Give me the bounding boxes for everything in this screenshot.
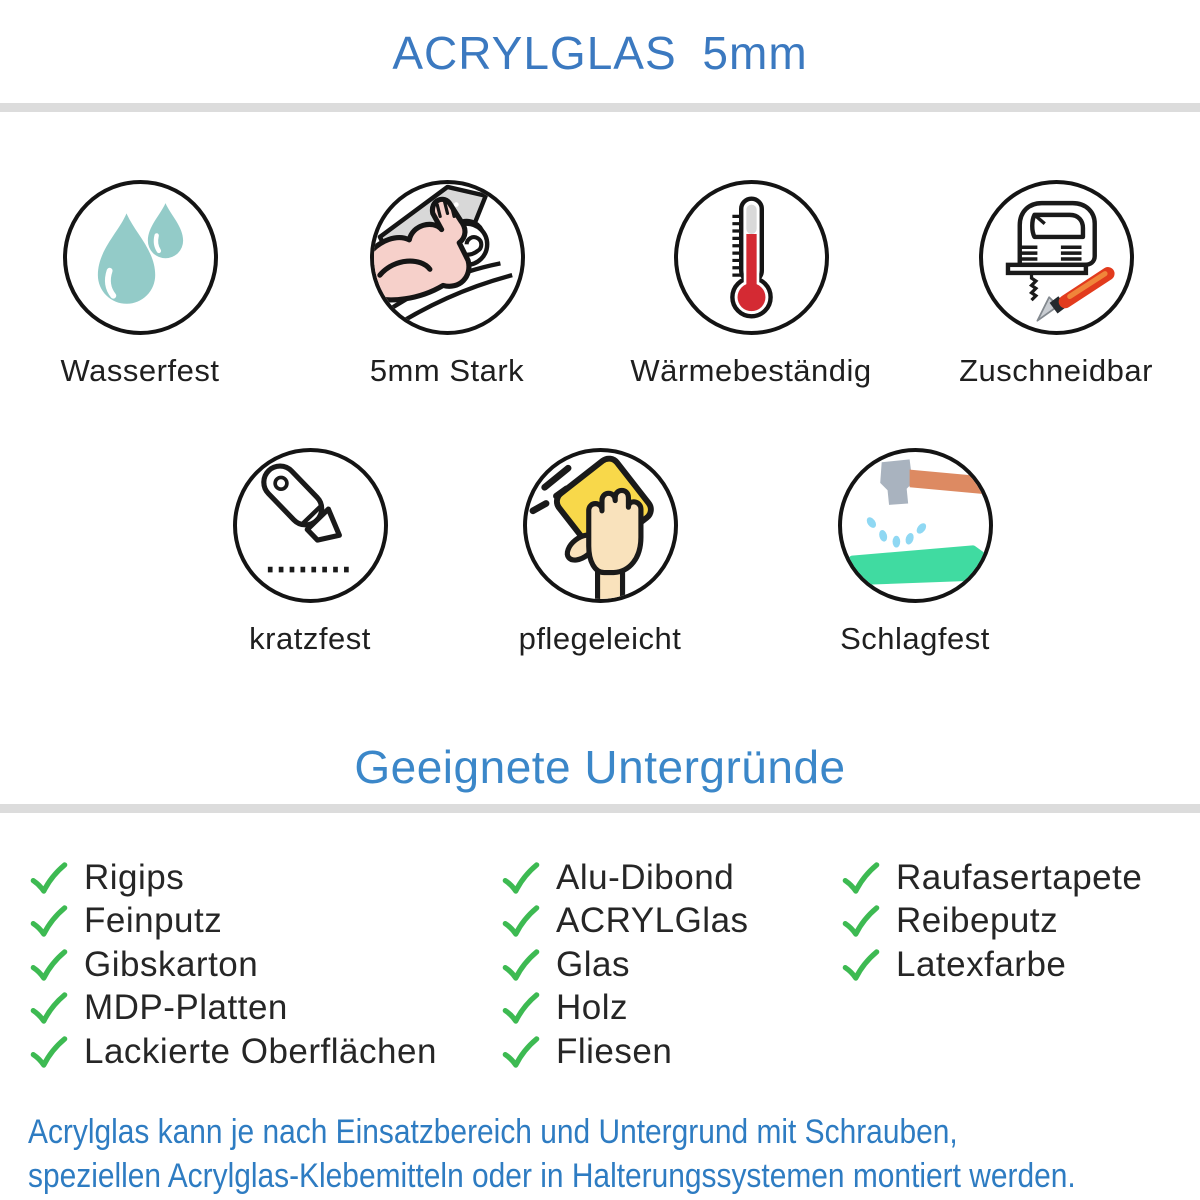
footer-line: Acrylglas kann je nach Einsatzbereich und Untergrund mit Schrauben, <box>28 1113 958 1151</box>
feature-circle <box>523 448 678 603</box>
water-drops-icon <box>67 184 214 331</box>
list-item <box>840 943 1142 987</box>
feature-label: Wärmebeständig <box>630 353 872 388</box>
substrate-label: Glas <box>556 944 630 984</box>
substrate-label: Gibskarton <box>84 944 259 984</box>
substrate-column-3 <box>840 856 1142 987</box>
check-icon <box>500 861 542 895</box>
feature-wasserfest <box>0 180 280 389</box>
feature-label: Wasserfest <box>60 353 220 388</box>
section-heading-untergruende: Geeignete Untergründe <box>354 741 846 793</box>
list-item <box>840 856 1142 900</box>
substrate-label: MDP-Platten <box>84 988 288 1028</box>
substrate-label: Rigips <box>84 857 185 897</box>
hammer-impact-icon <box>842 452 989 599</box>
feature-schlagfest <box>775 448 1055 657</box>
list-item <box>28 900 437 944</box>
list-item <box>28 943 437 987</box>
list-item <box>28 856 437 900</box>
feature-label: 5mm Stark <box>369 353 525 388</box>
list-item <box>28 1030 437 1074</box>
substrate-label: Latexfarbe <box>896 944 1067 984</box>
substrate-label: Alu-Dibond <box>556 857 735 897</box>
check-icon <box>28 1035 70 1069</box>
feature-circle <box>233 448 388 603</box>
check-icon <box>28 904 70 938</box>
feature-circle <box>674 180 829 335</box>
substrate-label: Reibeputz <box>896 901 1059 941</box>
substrate-label: ACRYLGlas <box>556 901 749 941</box>
divider-bar <box>0 103 1200 112</box>
substrate-label: Raufasertapete <box>896 857 1143 897</box>
page-title: ACRYLGLAS 5mm <box>392 27 808 79</box>
substrate-label: Fliesen <box>556 1031 673 1071</box>
list-item <box>500 987 749 1031</box>
substrate-column-2 <box>500 856 749 1074</box>
list-item <box>500 1030 749 1074</box>
check-icon <box>840 861 882 895</box>
thermometer-icon <box>678 184 825 331</box>
feature-waermebestaendig <box>611 180 891 389</box>
list-item <box>28 987 437 1031</box>
divider-bar <box>0 804 1200 813</box>
check-icon <box>500 904 542 938</box>
feature-circle <box>838 448 993 603</box>
list-item <box>500 943 749 987</box>
hand-cloth-icon <box>527 452 674 599</box>
footer-line: speziellen Acrylglas-Klebemitteln oder in Halterungssystemen montiert werden. <box>28 1157 1076 1195</box>
check-icon <box>500 1035 542 1069</box>
jigsaw-knife-icon <box>983 184 1130 331</box>
check-icon <box>840 948 882 982</box>
substrate-label: Lackierte Oberflächen <box>84 1031 437 1071</box>
footer-note <box>28 1110 1076 1198</box>
feature-circle <box>63 180 218 335</box>
list-item <box>500 856 749 900</box>
substrate-label: Feinputz <box>84 901 223 941</box>
feature-circle <box>370 180 525 335</box>
feature-pflegeleicht <box>460 448 740 657</box>
check-icon <box>500 948 542 982</box>
feature-circle <box>979 180 1134 335</box>
feature-label: Zuschneidbar <box>959 353 1153 388</box>
feature-label: kratzfest <box>249 621 371 656</box>
feature-kratzfest <box>170 448 450 657</box>
substrate-column-1 <box>28 856 437 1074</box>
check-icon <box>840 904 882 938</box>
list-item <box>840 900 1142 944</box>
check-icon <box>28 991 70 1025</box>
substrate-label: Holz <box>556 988 629 1028</box>
check-icon <box>28 948 70 982</box>
feature-zuschneidbar <box>916 180 1196 389</box>
feature-label: pflegeleicht <box>518 621 682 656</box>
flexed-arm-roll-icon <box>374 184 521 331</box>
check-icon <box>28 861 70 895</box>
feature-label: Schlagfest <box>840 621 990 656</box>
check-icon <box>500 991 542 1025</box>
feature-5mm-stark <box>307 180 587 389</box>
utility-knife-icon <box>237 452 384 599</box>
list-item <box>500 900 749 944</box>
